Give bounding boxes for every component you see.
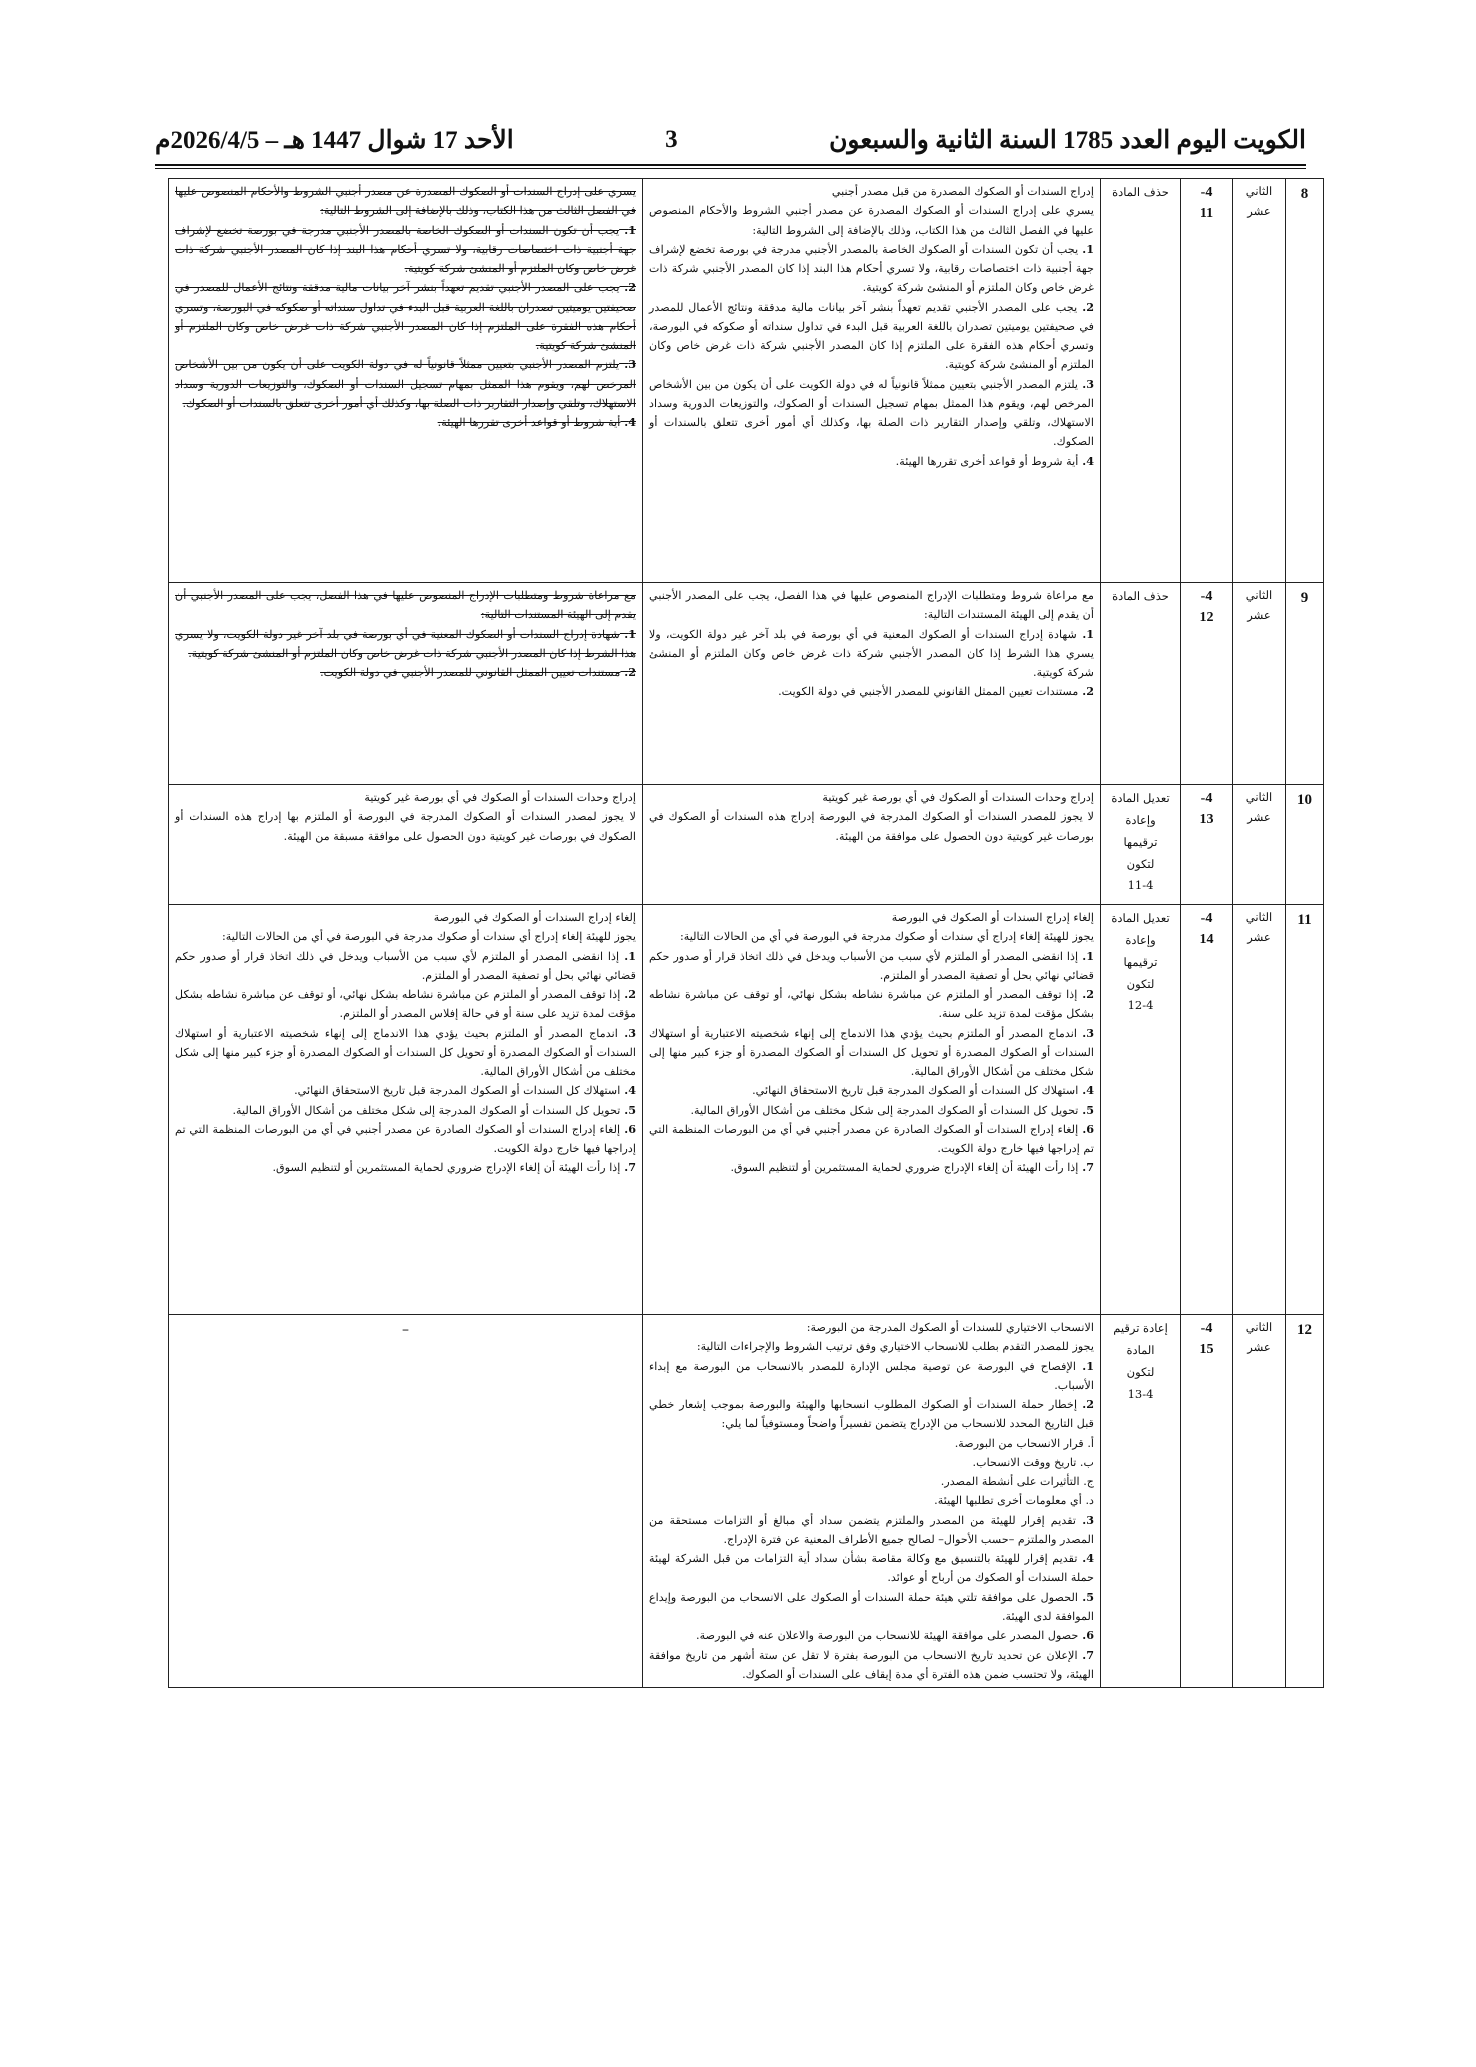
action-line: 13-4	[1127, 1386, 1154, 1401]
old-text-cell	[169, 583, 643, 785]
header-rule-thin	[155, 168, 1306, 169]
action-line: تعديل المادة	[1111, 791, 1170, 805]
item-text: يسري على إدراج السندات أو الصكوك المصدرة عن مصدر أجنبي الشروط والأحكام المنصوص عليها في الفصل الثالث من هذا الكتاب، وذلك بالإضافة إلى الشروط التالية:	[175, 185, 636, 218]
old-text-paragraph	[175, 927, 636, 946]
item-number: 6.	[1078, 1628, 1094, 1643]
issue-info: الكويت اليوم العدد 1785 السنة الثانية والسبعون	[829, 127, 1306, 154]
item-number: 4.	[620, 1083, 636, 1098]
page-number: 3	[665, 126, 678, 153]
new-text-paragraph	[649, 1434, 1094, 1453]
item-text: تحويل كل السندات أو الصكوك المدرجة إلى شكل مختلف من أشكال الأوراق المالية.	[690, 1103, 1079, 1117]
chapter-line: الثاني	[1245, 184, 1273, 198]
chapter-cell	[1233, 785, 1286, 905]
new-text-paragraph	[649, 947, 1094, 986]
old-text-paragraph	[175, 663, 636, 682]
action-cell	[1101, 1315, 1181, 1688]
old-text-paragraph	[175, 985, 636, 1024]
action-line: ترقيمها	[1123, 954, 1158, 969]
new-text-cell	[643, 1315, 1101, 1688]
new-text-paragraph	[649, 201, 1094, 240]
amendments-table-body	[169, 179, 1324, 1688]
action-line: 11-4	[1127, 878, 1154, 893]
item-text: يجب أن تكون السندات أو الصكوك الخاصة بالمصدر الأجنبي مدرجة في بورصة تخضع لإشراف جهة أجنبية ذات اختصاصات رقابية، ولا تسري أحكام هذا البند إذا كان المصدر الأجنبي شركة ذات غرض خاص وكان الملتزم أو المنشئ شركة كويتية.	[175, 223, 636, 276]
old-text-paragraph	[175, 788, 636, 807]
chapter-cell	[1233, 583, 1286, 785]
old-text-paragraph	[175, 1158, 636, 1177]
item-text: مع مراعاة شروط ومتطلبات الإدراج المنصوص عليها في هذا الفصل، يجب على المصدر الأجنبي أن يقدم إلى الهيئة المستندات التالية:	[649, 589, 1094, 622]
new-text-paragraph	[649, 1395, 1094, 1434]
item-number: 6.	[620, 1121, 636, 1136]
item-number: 2.	[620, 665, 636, 680]
item-number: 4.	[620, 415, 636, 430]
item-number: 7.	[620, 1160, 636, 1175]
item-text: إلغاء إدراج السندات أو الصكوك الصادرة عن مصدر أجنبي في أي من البورصات المنظمة التي تم إدراجها فيها خارج دولة الكويت.	[649, 1122, 1094, 1156]
action-line: لتكون	[1126, 1364, 1155, 1379]
item-text: يجوز للهيئة إلغاء إدراج أي سندات أو صكوك مدرجة في البورصة في أي من الحالات التالية:	[680, 930, 1094, 944]
new-text-cell	[643, 905, 1101, 1315]
article-cell	[1181, 179, 1233, 583]
header-rule	[155, 164, 1306, 166]
old-text-paragraph	[175, 1101, 636, 1120]
old-text-paragraph	[175, 807, 636, 846]
item-number: 4.	[1078, 1083, 1094, 1098]
item-number: 3.	[1076, 1025, 1094, 1040]
chapter-line: الثاني	[1245, 910, 1273, 924]
item-number: 1.	[1078, 241, 1094, 256]
new-text-paragraph	[649, 1337, 1094, 1356]
item-number: 2.	[1077, 987, 1095, 1002]
item-text: إلغاء إدراج السندات أو الصكوك في البورصة	[891, 911, 1094, 924]
item-text: شهادة إدراج السندات أو الصكوك المعنية في أي بورصة في بلد آخر غير دولة الكويت، ولا يسري هذا الشرط إذا كان المصدر الأجنبي شركة ذات غرض خاص وكان الملتزم أو المنشئ شركة كويتية.	[175, 627, 636, 660]
new-text-paragraph	[649, 927, 1094, 946]
item-text: د. أي معلومات أخرى تطلبها الهيئة.	[934, 1494, 1094, 1508]
action-line: المادة	[1126, 1342, 1155, 1357]
item-text: إدراج وحدات السندات أو الصكوك في أي بورصة غير كويتية	[364, 791, 636, 804]
new-text-paragraph	[649, 240, 1094, 298]
new-text-paragraph	[649, 1472, 1094, 1491]
item-number: 4.	[1077, 1551, 1095, 1566]
new-text-cell	[643, 785, 1101, 905]
item-text: إذا رأت الهيئة أن إلغاء الإدراج ضروري لحماية المستثمرين أو لتنظيم السوق.	[272, 1161, 621, 1175]
new-text-paragraph	[649, 1081, 1094, 1100]
amendments-table	[168, 178, 1324, 1688]
chapter-line: عشر	[1247, 929, 1271, 944]
action-line: وإعادة	[1125, 932, 1156, 947]
item-text: لا يجوز للمصدر السندات أو الصكوك المدرجة في البورصة إدراج هذه السندات أو الصكوك في بورصات غير كويتية دون الحصول على موافقة من الهيئة.	[649, 810, 1094, 843]
action-cell	[1101, 905, 1181, 1315]
table-row	[169, 785, 1324, 905]
old-text-paragraph	[175, 625, 636, 664]
action-line: وإعادة	[1125, 812, 1156, 827]
action-line: حذف المادة	[1112, 589, 1169, 603]
article-cell	[1181, 1315, 1233, 1688]
old-text-paragraph	[175, 1024, 636, 1082]
old-text-paragraph	[175, 908, 636, 927]
new-text-cell	[643, 179, 1101, 583]
item-text: الإعلان عن تحديد تاريخ الانسحاب من البورصة بفترة لا تقل عن ستة أشهر من تاريخ موافقة الهيئة، ولا تحتسب ضمن هذه الفترة أي مدة إيقاف على السندات أو الصكوك.	[649, 1648, 1094, 1681]
row-number: 8	[1286, 179, 1324, 583]
item-text: إذا انقضى المصدر أو الملتزم لأي سبب من الأسباب ويدخل في ذلك اتخاذ قرار أو صدور حكم قضائي نهائي بحل أو تصفية المصدر أو الملتزم.	[175, 949, 636, 982]
item-text: اندماج المصدر أو الملتزم بحيث يؤدي هذا الاندماج إلى إنهاء شخصيته الاعتبارية أو استهلاك السندات أو الصكوك المصدرة أو تحويل كل السندات أو الصكوك المصدرة أو جزء كبير منها إلى شكل مختلف من أشكال الأوراق المالية.	[649, 1026, 1094, 1079]
item-text: ج. التأثيرات على أنشطة المصدر.	[940, 1475, 1094, 1489]
table-row	[169, 1315, 1324, 1688]
item-number: 2.	[1078, 684, 1094, 699]
chapter-line: عشر	[1247, 809, 1271, 824]
article-line: 4-	[1200, 185, 1213, 200]
action-cell	[1101, 179, 1181, 583]
new-text-paragraph	[649, 807, 1094, 846]
article-line: 4-	[1200, 1321, 1213, 1336]
item-text: إخطار حملة السندات أو الصكوك المطلوب انسحابها والهيئة والبورصة بموجب إشعار خطي قبل التاريخ المحدد للانسحاب من الإدراج يتضمن تفسيراً واضحاً ومستوفياً لما يلي:	[649, 1398, 1094, 1431]
new-text-paragraph	[649, 1357, 1094, 1396]
item-number: 6.	[1078, 1121, 1095, 1136]
item-number: 4.	[1078, 453, 1094, 468]
old-text-paragraph	[175, 586, 636, 625]
item-text: ب. تاريخ ووقت الانسحاب.	[972, 1455, 1094, 1469]
old-text-paragraph	[175, 413, 636, 432]
page-header	[155, 120, 1306, 160]
old-text-paragraph	[175, 1081, 636, 1100]
old-text-cell	[169, 1315, 643, 1688]
action-line: لتكون	[1126, 856, 1155, 871]
item-text: إلغاء إدراج السندات أو الصكوك في البورصة	[433, 911, 636, 924]
new-text-paragraph	[649, 1453, 1094, 1472]
old-text-cell	[169, 785, 643, 905]
action-cell	[1101, 583, 1181, 785]
new-text-paragraph	[649, 1549, 1094, 1588]
new-text-paragraph	[649, 375, 1094, 452]
item-text: استهلاك كل السندات أو الصكوك المدرجة قبل تاريخ الاستحقاق النهائي.	[294, 1084, 621, 1098]
new-text-paragraph	[649, 1318, 1094, 1337]
article-line: 13	[1199, 812, 1214, 827]
item-text: اندماج المصدر أو الملتزم بحيث يؤدي هذا الاندماج إلى إنهاء شخصيته الاعتبارية أو استهلاك السندات أو الصكوك المصدرة أو تحويل كل السندات أو الصكوك المصدرة أو جزء كبير منها إلى شكل مختلف من أشكال الأوراق المالية.	[175, 1026, 636, 1079]
old-text-paragraph	[175, 1120, 636, 1159]
item-number: 3.	[617, 1025, 636, 1040]
new-text-paragraph	[649, 1588, 1094, 1627]
item-text: إذا انقضى المصدر أو الملتزم لأي سبب من الأسباب ويدخل في ذلك اتخاذ قرار أو صدور حكم قضائي نهائي بحل أو تصفية المصدر أو الملتزم.	[649, 949, 1094, 982]
action-line: إعادة ترقيم	[1113, 1321, 1168, 1335]
item-number: 1.	[619, 626, 636, 641]
article-cell	[1181, 905, 1233, 1315]
table-row	[169, 905, 1324, 1315]
action-line: لتكون	[1126, 976, 1155, 991]
item-text: أية شروط أو قواعد أخرى تقررها الهيئة.	[437, 416, 621, 430]
item-number: 5.	[1078, 1102, 1094, 1117]
item-text: لا يجوز لمصدر السندات أو الصكوك المدرجة في البورصة أو الملتزم بها إدراج هذه السندات أو الصكوك في بورصات غير كويتية دون الحصول على موافقة مسبقة من الهيئة.	[175, 810, 636, 843]
item-text: تقديم إقرار للهيئة بالتنسيق مع وكالة مقاصة بشأن سداد أية التزامات من قبل الشركة لهيئة حملة السندات أو الصكوك من أرباح أو عوائد.	[649, 1552, 1094, 1585]
new-text-paragraph	[649, 1626, 1094, 1645]
row-number: 12	[1286, 1315, 1324, 1688]
empty-placeholder: –	[402, 1322, 409, 1338]
item-text: أ. قرار الانسحاب من البورصة.	[954, 1436, 1094, 1450]
article-line: 4-	[1200, 911, 1213, 926]
item-number: 7.	[1077, 1647, 1094, 1662]
item-text: يلتزم المصدر الأجنبي بتعيين ممثلاً قانونياً له في دولة الكويت على أن يكون من بين الأشخاص المرخص لهم، ويقوم هذا الممثل بمهام تسجيل السندات أو الصكوك، والتوزيعات الدورية وسداد الاستهلاك، وتلقي وإصدار التقارير ذات الصلة بها، وكذلك أي أمور أخرى تتعلق بالسندات أو الصكوك.	[175, 358, 636, 410]
new-text-paragraph	[649, 1491, 1094, 1510]
chapter-cell	[1233, 1315, 1286, 1688]
action-line: 12-4	[1127, 998, 1154, 1013]
item-text: إدراج السندات أو الصكوك المصدرة من قبل مصدر أجنبي	[831, 185, 1094, 198]
new-text-paragraph	[649, 1158, 1094, 1177]
item-number: 7.	[1078, 1160, 1094, 1175]
new-text-paragraph	[649, 985, 1094, 1024]
article-line: 11	[1199, 206, 1214, 221]
article-line: 4-	[1200, 791, 1213, 806]
item-number: 1.	[619, 222, 636, 237]
old-text-paragraph	[175, 182, 636, 221]
new-text-paragraph	[649, 908, 1094, 927]
old-text-paragraph	[175, 947, 636, 986]
item-number: 2.	[619, 280, 636, 295]
item-text: يجب على المصدر الأجنبي تقديم تعهداً بنشر آخر بيانات مالية مدققة ونتائج الأعمال للمصدر في صحيفتين يوميتين تصدران باللغة العربية قبل البدء في تداول سنداته أو صكوكه في البورصة، وتسري أحكام هذه الفقرة على الملتزم إذا كان المصدر الأجنبي شركة ذات غرض خاص وكان الملتزم أو المنشئ شركة كويتية.	[175, 281, 636, 353]
chapter-line: الثاني	[1245, 588, 1273, 602]
article-line: 4-	[1200, 589, 1213, 604]
chapter-cell	[1233, 905, 1286, 1315]
chapter-line: عشر	[1247, 203, 1271, 218]
chapter-cell	[1233, 179, 1286, 583]
action-line: تعديل المادة	[1111, 911, 1170, 925]
issue-date: الأحد 17 شوال 1447 هـ – 2026/4/5م	[155, 127, 514, 154]
item-text: إذا رأت الهيئة أن إلغاء الإدراج ضروري لحماية المستثمرين أو لتنظيم السوق.	[730, 1161, 1079, 1175]
row-number: 11	[1286, 905, 1324, 1315]
item-text: يجب على المصدر الأجنبي تقديم تعهداً بنشر آخر بيانات مالية مدققة ونتائج الأعمال للمصدر في صحيفتين يوميتين تصدران باللغة العربية قبل البدء في تداول سنداته أو صكوكه في البورصة، وتسري أحكام هذه الفقرة على الملتزم إذا كان المصدر الأجنبي شركة ذات غرض خاص وكان الملتزم أو المنشئ شركة كويتية.	[649, 300, 1094, 372]
new-text-paragraph	[649, 1646, 1094, 1685]
new-text-paragraph	[649, 182, 1094, 201]
item-text: أية شروط أو قواعد أخرى تقررها الهيئة.	[895, 454, 1079, 468]
article-line: 15	[1199, 1342, 1214, 1357]
item-text: مع مراعاة شروط ومتطلبات الإدراج المنصوص عليها في هذا الفصل، يجب على المصدر الأجنبي أن يقدم إلى الهيئة المستندات التالية:	[175, 589, 636, 622]
old-text-paragraph	[175, 278, 636, 355]
item-number: 5.	[1077, 1589, 1094, 1604]
item-number: 1.	[1075, 1358, 1094, 1373]
item-text: يسري على إدراج السندات أو الصكوك المصدرة عن مصدر أجنبي الشروط والأحكام المنصوص عليها في الفصل الثالث من هذا الكتاب، وذلك بالإضافة إلى الشروط التالية:	[649, 204, 1094, 237]
item-number: 1.	[619, 948, 636, 963]
new-text-paragraph	[649, 1511, 1094, 1550]
old-text-paragraph	[175, 355, 636, 413]
item-text: يجب أن تكون السندات أو الصكوك الخاصة بالمصدر الأجنبي مدرجة في بورصة تخضع لإشراف جهة أجنبية ذات اختصاصات رقابية، ولا تسري أحكام هذا البند إذا كان المصدر الأجنبي شركة ذات غرض خاص وكان الملتزم أو المنشئ شركة كويتية.	[649, 242, 1094, 295]
article-cell	[1181, 785, 1233, 905]
item-text: استهلاك كل السندات أو الصكوك المدرجة قبل تاريخ الاستحقاق النهائي.	[752, 1084, 1079, 1098]
row-number: 9	[1286, 583, 1324, 785]
new-text-paragraph	[649, 682, 1094, 701]
item-text: إلغاء إدراج السندات أو الصكوك الصادرة عن مصدر أجنبي في أي من البورصات المنظمة التي تم إدراجها فيها خارج دولة الكويت.	[175, 1122, 636, 1156]
item-number: 3.	[1078, 376, 1094, 391]
new-text-paragraph	[649, 1120, 1094, 1159]
item-number: 2.	[620, 987, 636, 1002]
article-cell	[1181, 583, 1233, 785]
item-text: مستندات تعيين الممثل القانوني للمصدر الأجنبي في دولة الكويت.	[320, 666, 621, 680]
new-text-paragraph	[649, 298, 1094, 375]
item-text: يلتزم المصدر الأجنبي بتعيين ممثلاً قانونياً له في دولة الكويت على أن يكون من بين الأشخاص المرخص لهم، ويقوم هذا الممثل بمهام تسجيل السندات أو الصكوك، والتوزيعات الدورية وسداد الاستهلاك، وتلقي وإصدار التقارير ذات الصلة بها، وكذلك أي أمور أخرى تتعلق بالسندات أو الصكوك.	[649, 377, 1094, 449]
row-number: 10	[1286, 785, 1324, 905]
item-text: إدراج وحدات السندات أو الصكوك في أي بورصة غير كويتية	[822, 791, 1094, 804]
new-text-paragraph	[649, 452, 1094, 471]
new-text-paragraph	[649, 788, 1094, 807]
old-text-cell	[169, 179, 643, 583]
item-text: يجوز للمصدر التقدم بطلب للانسحاب الاختياري وفق ترتيب الشروط والإجراءات التالية:	[696, 1340, 1094, 1354]
item-text: يجوز للهيئة إلغاء إدراج أي سندات أو صكوك مدرجة في البورصة في أي من الحالات التالية:	[222, 930, 636, 944]
item-text: إذا توقف المصدر أو الملتزم عن مباشرة نشاطه بشكل نهائي، أو توقف عن مباشرة نشاطه بشكل مؤقت لمدة تزيد على سنة.	[649, 988, 1094, 1021]
chapter-line: الثاني	[1245, 790, 1273, 804]
article-line: 14	[1199, 932, 1214, 947]
table-row	[169, 583, 1324, 785]
item-text: شهادة إدراج السندات أو الصكوك المعنية في أي بورصة في بلد آخر غير دولة الكويت، ولا يسري هذا الشرط إذا كان المصدر الأجنبي شركة ذات غرض خاص وكان الملتزم أو المنشئ شركة كويتية.	[649, 627, 1094, 680]
item-text: الحصول على موافقة تلتي هيئة حملة السندات أو الصكوك على الانسحاب من البورصة وإيداع الموافقة لدى الهيئة.	[649, 1590, 1094, 1623]
new-text-cell	[643, 583, 1101, 785]
table-row	[169, 179, 1324, 583]
item-number: 1.	[1078, 948, 1094, 963]
item-text: إذا توقف المصدر أو الملتزم عن مباشرة نشاطه بشكل نهائي، أو توقف عن مباشرة نشاطه بشكل مؤقت لمدة تزيد على سنة أو في حالة إفلاس المصدر أو الملتزم.	[175, 988, 636, 1021]
item-text: حصول المصدر على موافقة الهيئة للانسحاب من البورصة والاعلان عنه في البورصة.	[696, 1629, 1079, 1643]
item-number: 1.	[1076, 626, 1095, 641]
item-number: 2.	[1077, 1397, 1095, 1412]
item-number: 2.	[1077, 299, 1094, 314]
item-number: 5.	[620, 1102, 636, 1117]
new-text-paragraph	[649, 586, 1094, 625]
item-text: الانسحاب الاختياري للسندات أو الصكوك المدرجة من البورصة:	[806, 1321, 1094, 1334]
chapter-line: عشر	[1247, 1339, 1271, 1354]
item-text: تحويل كل السندات أو الصكوك المدرجة إلى شكل مختلف من أشكال الأوراق المالية.	[232, 1103, 621, 1117]
new-text-paragraph	[649, 1101, 1094, 1120]
chapter-line: عشر	[1247, 607, 1271, 622]
action-line: ترقيمها	[1123, 834, 1158, 849]
item-text: مستندات تعيين الممثل القانوني للمصدر الأجنبي في دولة الكويت.	[778, 685, 1079, 699]
item-number: 3.	[619, 357, 636, 372]
item-number: 3.	[1075, 1512, 1094, 1527]
chapter-line: الثاني	[1245, 1320, 1273, 1334]
old-text-cell	[169, 905, 643, 1315]
item-text: الإفصاح في البورصة عن توصية مجلس الإدارة للمصدر بالانسحاب من البورصة مع إبداء الأسباب.	[649, 1359, 1094, 1392]
action-line: حذف المادة	[1112, 185, 1169, 199]
new-text-paragraph	[649, 1024, 1094, 1082]
action-cell	[1101, 785, 1181, 905]
article-line: 12	[1199, 610, 1214, 625]
new-text-paragraph	[649, 625, 1094, 683]
old-text-paragraph	[175, 221, 636, 279]
item-text: تقديم إقرار للهيئة من المصدر والملتزم يتضمن سداد أي مبالغ أو التزامات مستحقة من المصدر والملتزم –حسب الأحوال– لصالح جميع الأطراف المعنية عن فترة الإدراج.	[649, 1513, 1094, 1546]
